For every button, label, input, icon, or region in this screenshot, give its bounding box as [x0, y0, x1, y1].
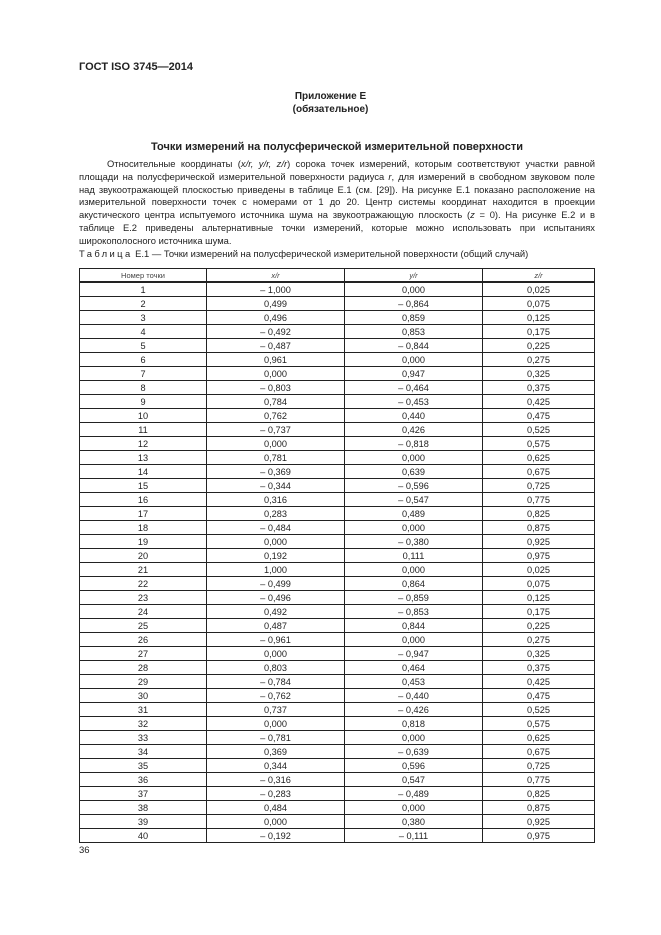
z-coordinate: 0,375	[483, 661, 595, 675]
table-row	[80, 801, 595, 815]
x-coordinate: – 0,492	[207, 325, 345, 339]
table-row	[80, 549, 595, 563]
table-row	[80, 633, 595, 647]
document-code: ГОСТ ISO 3745—2014	[79, 61, 194, 73]
table-row	[80, 409, 595, 423]
x-coordinate: – 0,484	[207, 521, 345, 535]
x-coordinate: 0,492	[207, 605, 345, 619]
table-row	[80, 465, 595, 479]
table-row	[80, 493, 595, 507]
x-coordinate: 0,000	[207, 717, 345, 731]
point-number: 33	[80, 731, 207, 745]
table-row	[80, 535, 595, 549]
table-row	[80, 815, 595, 829]
text: = 0). На рисунке Е.2 и в таблице Е.2 приведены альтернативные точки измерений, которые можно использовать при испытаниях широкополосного источника шума.	[79, 209, 595, 246]
z-coordinate: 0,975	[483, 829, 595, 843]
y-coordinate: 0,864	[345, 577, 483, 591]
y-coordinate: – 0,818	[345, 437, 483, 451]
x-coordinate: – 0,487	[207, 339, 345, 353]
y-coordinate: 0,111	[345, 549, 483, 563]
z-coordinate: 0,775	[483, 493, 595, 507]
y-coordinate: – 0,111	[345, 829, 483, 843]
y-coordinate: 0,000	[345, 521, 483, 535]
table-row	[80, 829, 595, 843]
x-coordinate: – 0,803	[207, 381, 345, 395]
z-coordinate: 0,725	[483, 479, 595, 493]
point-number: 37	[80, 787, 207, 801]
column-header-label: z/r	[534, 270, 543, 280]
z-coordinate: 0,825	[483, 787, 595, 801]
z-coordinate: 0,525	[483, 703, 595, 717]
table-row	[80, 605, 595, 619]
point-number: 4	[80, 325, 207, 339]
x-coordinate: – 0,784	[207, 675, 345, 689]
x-coordinate: – 0,192	[207, 829, 345, 843]
z-coordinate: 0,025	[483, 563, 595, 577]
z-coordinate: 0,925	[483, 535, 595, 549]
x-coordinate: 0,000	[207, 815, 345, 829]
point-number: 7	[80, 367, 207, 381]
x-coordinate: – 0,496	[207, 591, 345, 605]
z-coordinate: 0,475	[483, 689, 595, 703]
point-number: 14	[80, 465, 207, 479]
point-number: 28	[80, 661, 207, 675]
y-coordinate: 0,464	[345, 661, 483, 675]
point-number: 5	[80, 339, 207, 353]
z-coordinate: 0,475	[483, 409, 595, 423]
x-coordinate: 0,737	[207, 703, 345, 717]
z-coordinate: 0,875	[483, 801, 595, 815]
table-row	[80, 395, 595, 409]
x-coordinate: 0,000	[207, 535, 345, 549]
y-coordinate: – 0,547	[345, 493, 483, 507]
table-row	[80, 675, 595, 689]
x-coordinate: 0,369	[207, 745, 345, 759]
point-number: 18	[80, 521, 207, 535]
x-coordinate: 1,000	[207, 563, 345, 577]
table-row	[80, 381, 595, 395]
point-number: 31	[80, 703, 207, 717]
y-coordinate: 0,440	[345, 409, 483, 423]
caption-text: Е.1 — Точки измерений на полусферической измерительной поверхности (общий случай)	[132, 248, 529, 259]
annex-status: (обязательное)	[292, 104, 369, 115]
y-coordinate: 0,000	[345, 563, 483, 577]
point-number: 34	[80, 745, 207, 759]
table-row	[80, 759, 595, 773]
y-coordinate: 0,000	[345, 633, 483, 647]
point-number: 20	[80, 549, 207, 563]
z-coordinate: 0,075	[483, 577, 595, 591]
point-number: 16	[80, 493, 207, 507]
table-row	[80, 353, 595, 367]
z-coordinate: 0,675	[483, 745, 595, 759]
table-row	[80, 773, 595, 787]
z-coordinate: 0,875	[483, 521, 595, 535]
y-coordinate: – 0,464	[345, 381, 483, 395]
x-coordinate: 0,781	[207, 451, 345, 465]
point-number: 29	[80, 675, 207, 689]
y-coordinate: 0,426	[345, 423, 483, 437]
x-coordinate: 0,784	[207, 395, 345, 409]
table-header-row	[80, 269, 595, 283]
y-coordinate: – 0,489	[345, 787, 483, 801]
point-number: 38	[80, 801, 207, 815]
x-coordinate: – 0,283	[207, 787, 345, 801]
point-number: 22	[80, 577, 207, 591]
table-row	[80, 451, 595, 465]
z-coordinate: 0,225	[483, 619, 595, 633]
table-row	[80, 325, 595, 339]
caption-label: Таблица	[79, 248, 133, 259]
x-coordinate: 0,000	[207, 367, 345, 381]
x-coordinate: 0,316	[207, 493, 345, 507]
z-coordinate: 0,775	[483, 773, 595, 787]
y-coordinate: – 0,844	[345, 339, 483, 353]
text: ) сорока точек измерений, которым соответствуют участки равной площади на полусферической измерительной поверхности радиуса	[79, 158, 595, 182]
z-coordinate: 0,325	[483, 647, 595, 661]
x-coordinate: – 0,781	[207, 731, 345, 745]
z-coordinate: 0,825	[483, 507, 595, 521]
x-coordinate: 0,499	[207, 297, 345, 311]
point-number: 25	[80, 619, 207, 633]
x-coordinate: 0,496	[207, 311, 345, 325]
column-header: Номер точки	[80, 269, 207, 283]
table-row	[80, 787, 595, 801]
point-number: 17	[80, 507, 207, 521]
point-number: 6	[80, 353, 207, 367]
annex-title: Приложение Е	[294, 91, 367, 102]
z-coordinate: 0,175	[483, 605, 595, 619]
text: Относительные координаты (	[107, 158, 241, 169]
table-row	[80, 577, 595, 591]
table-row	[80, 647, 595, 661]
point-number: 39	[80, 815, 207, 829]
z-coordinate: 0,325	[483, 367, 595, 381]
table-row	[80, 703, 595, 717]
point-number: 11	[80, 423, 207, 437]
y-coordinate: 0,818	[345, 717, 483, 731]
table-row	[80, 745, 595, 759]
y-coordinate: – 0,380	[345, 535, 483, 549]
x-coordinate: 0,000	[207, 437, 345, 451]
x-coordinate: 0,961	[207, 353, 345, 367]
point-number: 2	[80, 297, 207, 311]
point-number: 32	[80, 717, 207, 731]
x-coordinate: – 1,000	[207, 282, 345, 297]
column-header-label: y/r	[409, 270, 418, 280]
table-row	[80, 591, 595, 605]
y-coordinate: 0,000	[345, 353, 483, 367]
z-coordinate: 0,375	[483, 381, 595, 395]
point-number: 24	[80, 605, 207, 619]
y-coordinate: 0,489	[345, 507, 483, 521]
x-coordinate: – 0,961	[207, 633, 345, 647]
point-number: 10	[80, 409, 207, 423]
table-row	[80, 297, 595, 311]
z-coordinate: 0,575	[483, 717, 595, 731]
z-coordinate: 0,175	[483, 325, 595, 339]
table-row	[80, 661, 595, 675]
x-coordinate: 0,803	[207, 661, 345, 675]
table-caption	[79, 248, 528, 259]
point-number: 21	[80, 563, 207, 577]
x-coordinate: – 0,499	[207, 577, 345, 591]
y-coordinate: 0,947	[345, 367, 483, 381]
column-header	[483, 269, 595, 283]
point-number: 35	[80, 759, 207, 773]
x-coordinate: 0,484	[207, 801, 345, 815]
table-row	[80, 437, 595, 451]
y-coordinate: 0,596	[345, 759, 483, 773]
x-coordinate: 0,344	[207, 759, 345, 773]
x-coordinate: – 0,737	[207, 423, 345, 437]
z-coordinate: 0,625	[483, 731, 595, 745]
text-italic: z	[470, 209, 475, 221]
point-number: 30	[80, 689, 207, 703]
z-coordinate: 0,425	[483, 395, 595, 409]
point-number: 1	[80, 282, 207, 297]
z-coordinate: 0,725	[483, 759, 595, 773]
x-coordinate: 0,762	[207, 409, 345, 423]
x-coordinate: 0,487	[207, 619, 345, 633]
y-coordinate: 0,380	[345, 815, 483, 829]
z-coordinate: 0,225	[483, 339, 595, 353]
text-italic: x/r, y/r, z/r	[240, 158, 288, 169]
z-coordinate: 0,275	[483, 353, 595, 367]
y-coordinate: – 0,453	[345, 395, 483, 409]
x-coordinate: – 0,762	[207, 689, 345, 703]
x-coordinate: 0,283	[207, 507, 345, 521]
z-coordinate: 0,525	[483, 423, 595, 437]
y-coordinate: 0,844	[345, 619, 483, 633]
y-coordinate: 0,547	[345, 773, 483, 787]
z-coordinate: 0,425	[483, 675, 595, 689]
table-row	[80, 282, 595, 297]
y-coordinate: – 0,596	[345, 479, 483, 493]
table-row	[80, 311, 595, 325]
table-row	[80, 619, 595, 633]
column-header	[345, 269, 483, 283]
table-row	[80, 479, 595, 493]
table-row	[80, 563, 595, 577]
y-coordinate: 0,639	[345, 465, 483, 479]
point-number: 19	[80, 535, 207, 549]
x-coordinate: – 0,344	[207, 479, 345, 493]
table-row	[80, 423, 595, 437]
y-coordinate: 0,000	[345, 451, 483, 465]
y-coordinate: 0,000	[345, 282, 483, 297]
y-coordinate: 0,000	[345, 731, 483, 745]
table-row	[80, 521, 595, 535]
x-coordinate: 0,000	[207, 647, 345, 661]
point-number: 36	[80, 773, 207, 787]
z-coordinate: 0,125	[483, 311, 595, 325]
y-coordinate: 0,453	[345, 675, 483, 689]
z-coordinate: 0,675	[483, 465, 595, 479]
x-coordinate: 0,192	[207, 549, 345, 563]
y-coordinate: – 0,440	[345, 689, 483, 703]
y-coordinate: – 0,426	[345, 703, 483, 717]
z-coordinate: 0,075	[483, 297, 595, 311]
z-coordinate: 0,625	[483, 451, 595, 465]
body-paragraph	[79, 158, 595, 248]
y-coordinate: – 0,859	[345, 591, 483, 605]
table-row	[80, 717, 595, 731]
x-coordinate: – 0,369	[207, 465, 345, 479]
point-number: 12	[80, 437, 207, 451]
z-coordinate: 0,975	[483, 549, 595, 563]
y-coordinate: 0,859	[345, 311, 483, 325]
point-number: 3	[80, 311, 207, 325]
point-number: 40	[80, 829, 207, 843]
z-coordinate: 0,925	[483, 815, 595, 829]
y-coordinate: – 0,864	[345, 297, 483, 311]
point-number: 23	[80, 591, 207, 605]
column-header-label: x/r	[271, 270, 280, 280]
x-coordinate: – 0,316	[207, 773, 345, 787]
y-coordinate: – 0,853	[345, 605, 483, 619]
y-coordinate: 0,853	[345, 325, 483, 339]
text-italic: r	[388, 170, 392, 182]
section-title: Точки измерений на полусферической измерительной поверхности	[150, 141, 524, 153]
z-coordinate: 0,125	[483, 591, 595, 605]
text: , для измерений в свободном звуковом поле над звукоотражающей плоскостью приведены в таблице Е.1 (см. [29]). На рисунке Е.1 показано расположение на измерительной поверхности точек с номерами от 1 до 20. Центр системы координат находится в проекции акустического центра испытуемого источника шума на звукоотражающую плоскость (	[79, 170, 595, 221]
table-row	[80, 367, 595, 381]
y-coordinate: – 0,639	[345, 745, 483, 759]
z-coordinate: 0,575	[483, 437, 595, 451]
measurement-points-table	[79, 268, 595, 843]
z-coordinate: 0,275	[483, 633, 595, 647]
table-row	[80, 731, 595, 745]
y-coordinate: – 0,947	[345, 647, 483, 661]
table-row	[80, 689, 595, 703]
y-coordinate: 0,000	[345, 801, 483, 815]
z-coordinate: 0,025	[483, 282, 595, 297]
page-number: 36	[79, 845, 90, 856]
point-number: 27	[80, 647, 207, 661]
point-number: 9	[80, 395, 207, 409]
column-header	[207, 269, 345, 283]
table-row	[80, 507, 595, 521]
point-number: 15	[80, 479, 207, 493]
point-number: 26	[80, 633, 207, 647]
point-number: 8	[80, 381, 207, 395]
point-number: 13	[80, 451, 207, 465]
table-row	[80, 339, 595, 353]
